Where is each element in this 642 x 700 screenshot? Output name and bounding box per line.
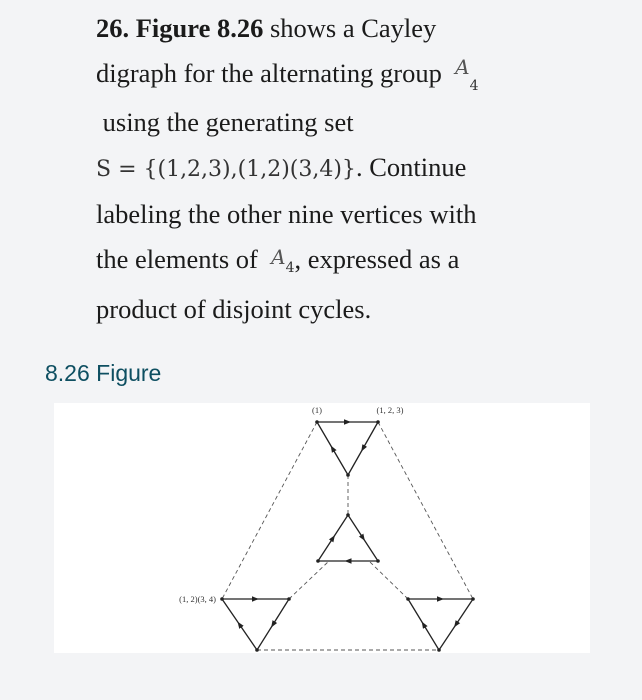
dashed-edge-left-inner — [289, 561, 329, 599]
group-letter-2: A — [271, 244, 286, 269]
vertex-center-top — [346, 513, 350, 517]
problem-line-4 — [96, 145, 616, 193]
vertex-identity — [315, 420, 319, 424]
vertices — [220, 420, 475, 652]
problem-line-1 — [96, 6, 616, 51]
problem-line-5-text: labeling the other nine vertices with — [96, 199, 477, 230]
vertex-right-right — [471, 597, 475, 601]
dashed-edge-right-inner — [369, 561, 408, 599]
problem-line-3-text: using the generating set — [102, 107, 354, 138]
problem-line-2-text: digraph for the alternating group — [96, 57, 442, 88]
label-double-transposition: (1, 2)(3, 4) — [179, 594, 216, 604]
group-letter: A — [455, 54, 470, 79]
group-subscript-2: 4 — [285, 259, 295, 276]
vertex-top-bottom — [346, 473, 350, 477]
right-triangle-edge-2 — [439, 599, 473, 650]
vertex-center-right — [376, 559, 380, 563]
problem-text — [96, 6, 616, 331]
dashed-edge-right-outer — [378, 422, 473, 599]
group-symbol-2 — [271, 244, 295, 276]
right-triangle-edge-3 — [408, 599, 439, 650]
solid-triangles — [222, 422, 473, 650]
vertex-left-right — [287, 597, 291, 601]
problem-line-4-text: . Continue — [355, 151, 467, 182]
problem-line-6 — [96, 237, 616, 287]
vertex-double-transposition — [220, 597, 224, 601]
dashed-edges — [222, 422, 473, 650]
problem-number: 26. — [96, 13, 130, 43]
group-symbol — [455, 54, 479, 94]
problem-line-7 — [96, 287, 616, 332]
center-triangle-edge-1 — [348, 515, 378, 561]
problem-line-6-pre: the elements of — [96, 243, 258, 274]
left-triangle-edge-3 — [222, 599, 257, 650]
cayley-digraph-figure — [54, 403, 590, 653]
cayley-digraph — [54, 403, 590, 653]
problem-line-1-text: shows a Cayley — [263, 13, 437, 43]
vertex-cycle-123 — [376, 420, 380, 424]
generating-set: S = {(1,2,3),(1,2)(3,4)} — [96, 156, 356, 182]
top-triangle-edge-2 — [348, 422, 378, 475]
left-triangle-edge-2 — [257, 599, 289, 650]
dashed-edge-left-outer — [222, 422, 317, 599]
center-triangle-edge-3 — [318, 515, 348, 561]
figure-heading: 8.26 Figure — [45, 360, 162, 386]
vertex-right-bottom — [437, 648, 441, 652]
vertex-right-left — [406, 597, 410, 601]
figure-reference: Figure 8.26 — [135, 13, 264, 43]
problem-line-5 — [96, 192, 616, 237]
problem-line-2 — [96, 51, 616, 101]
label-identity: (1) — [312, 405, 322, 415]
problem-line-3 — [96, 100, 616, 145]
vertex-center-left — [316, 559, 320, 563]
problem-line-7-text: product of disjoint cycles. — [96, 293, 372, 324]
label-cycle-123: (1, 2, 3) — [376, 405, 404, 415]
group-subscript: 4 — [469, 77, 479, 94]
vertex-left-bottom — [255, 648, 259, 652]
problem-line-6-post: , expressed as a — [294, 243, 460, 274]
top-triangle-edge-3 — [317, 422, 348, 475]
